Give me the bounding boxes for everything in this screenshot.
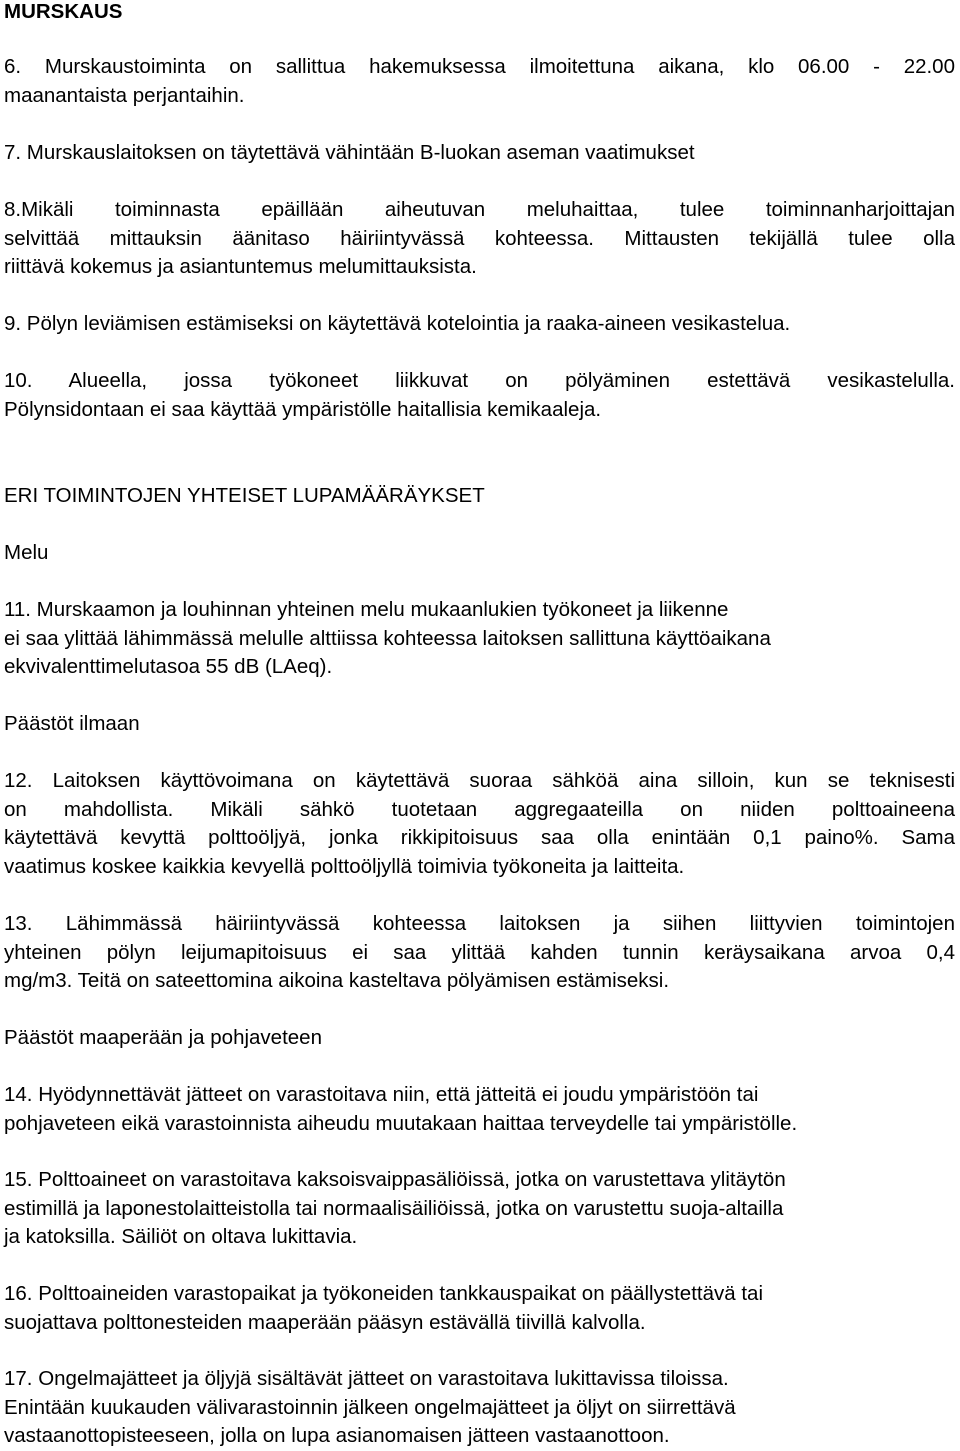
- paragraph-line: riittävä kokemus ja asiantuntemus melumittauksista.: [4, 255, 477, 279]
- paragraph-14: [4, 1081, 955, 1138]
- paragraph-12: [4, 767, 955, 881]
- paragraph-line: 16. Polttoaineiden varastopaikat ja työkoneiden tankkauspaikat on päällystettävä tai: [4, 1282, 764, 1305]
- paragraph-line: 6. Murskaustoiminta on sallittua hakemuksessa ilmoitettuna aikana, klo 06.00 - 22.00: [4, 55, 955, 78]
- paragraph-line: Enintään kuukauden välivarastoinnin jälkeen ongelmajätteet ja öljyt on siirrettävä: [4, 1395, 736, 1419]
- subheading-paastot-ilmaan: Päästöt ilmaan: [4, 712, 140, 735]
- paragraph-line: estimillä ja laponestolaitteistolla tai normaalisäiliöissä, jotka on varustettu suoja-altailla: [4, 1196, 784, 1220]
- paragraph-6: [4, 53, 955, 110]
- paragraph-line: käytettävä kevyttä polttoöljyä, jonka rikkipitoisuus saa olla enintään 0,1 paino%. Sama: [4, 826, 955, 850]
- paragraph-line: Pölynsidontaan ei saa käyttää ympäristölle haitallisia kemikaaleja.: [4, 397, 602, 421]
- paragraph-line: 8.Mikäli toiminnasta epäillään aiheutuvan meluhaittaa, tulee toiminnanharjoittajan: [4, 198, 955, 221]
- paragraph-line: selvittää mittauksin äänitaso häiriintyvässä kohteessa. Mittausten tekijällä tulee olla: [4, 226, 955, 250]
- paragraph-line: pohjaveteen eikä varastoinnista aiheudu muutakaan haittaa terveydelle tai ympäristölle.: [4, 1111, 798, 1135]
- paragraph-line: 9. Pölyn leviämisen estämiseksi on käytettävä kotelointia ja raaka-aineen vesikastelua.: [4, 312, 791, 335]
- paragraph-line: vaatimus koskee kaikkia kevyellä polttoöljyllä toimivia työkoneita ja laitteita.: [4, 854, 685, 878]
- paragraph-line: 17. Ongelmajätteet ja öljyjä sisältävät jätteet on varastoitava lukittavissa tiloissa.: [4, 1367, 729, 1390]
- paragraph-13: [4, 910, 955, 996]
- paragraph-8: [4, 196, 955, 282]
- paragraph-16: [4, 1280, 955, 1337]
- paragraph-line: 14. Hyödynnettävät jätteet on varastoitava niin, että jätteitä ei joudu ympäristöön tai: [4, 1083, 759, 1106]
- subheading-melu: Melu: [4, 541, 49, 564]
- paragraph-17: [4, 1365, 955, 1451]
- section-heading: ERI TOIMINTOJEN YHTEISET LUPAMÄÄRÄYKSET: [4, 484, 485, 507]
- paragraph-15: [4, 1166, 955, 1252]
- paragraph-line: suojattava polttonesteiden maaperään pääsyn estävällä tiivillä kalvolla.: [4, 1310, 646, 1334]
- paragraph-line: vastaanottopisteeseen, jolla on lupa asianomaisen jätteen vastaanottoon.: [4, 1424, 670, 1448]
- paragraph-10: [4, 367, 955, 424]
- paragraph-line: 11. Murskaamon ja louhinnan yhteinen melu mukaanlukien työkoneet ja liikenne: [4, 598, 729, 621]
- paragraph-line: ja katoksilla. Säiliöt on oltava lukittavia.: [4, 1225, 358, 1249]
- paragraph-line: 13. Lähimmässä häiriintyvässä kohteessa laitoksen ja siihen liittyvien toimintojen: [4, 912, 955, 935]
- paragraph-line: mg/m3. Teitä on sateettomina aikoina kasteltava pölyämisen estämiseksi.: [4, 969, 670, 993]
- paragraph-line: 7. Murskauslaitoksen on täytettävä vähintään B-luokan aseman vaatimukset: [4, 141, 695, 164]
- top-heading: MURSKAUS: [4, 0, 123, 23]
- paragraph-line: 15. Polttoaineet on varastoitava kaksoisvaippasäliöissä, jotka on varustettava ylitäytön: [4, 1168, 786, 1191]
- paragraph-line: 12. Laitoksen käyttövoimana on käytettävä suoraa sähköä aina silloin, kun se teknisesti: [4, 769, 955, 792]
- paragraph-line: yhteinen pölyn leijumapitoisuus ei saa ylittää kahden tunnin keräysaikana arvoa 0,4: [4, 940, 955, 964]
- paragraph-9: [4, 310, 955, 339]
- paragraph-line: on mahdollista. Mikäli sähkö tuotetaan aggregaateilla on niiden polttoaineena: [4, 797, 955, 821]
- paragraph-line: 10. Alueella, jossa työkoneet liikkuvat on pölyäminen estettävä vesikastelulla.: [4, 369, 955, 392]
- subheading-paastot-maaperaan: Päästöt maaperään ja pohjaveteen: [4, 1026, 322, 1049]
- paragraph-line: ei saa ylittää lähimmässä melulle alttiissa kohteessa laitoksen sallittuna käyttöaikana: [4, 626, 771, 650]
- paragraph-line: ekvivalenttimelutasoa 55 dB (LAeq).: [4, 655, 333, 679]
- paragraph-line: maanantaista perjantaihin.: [4, 83, 245, 107]
- paragraph-7: [4, 139, 955, 168]
- paragraph-11: [4, 596, 955, 682]
